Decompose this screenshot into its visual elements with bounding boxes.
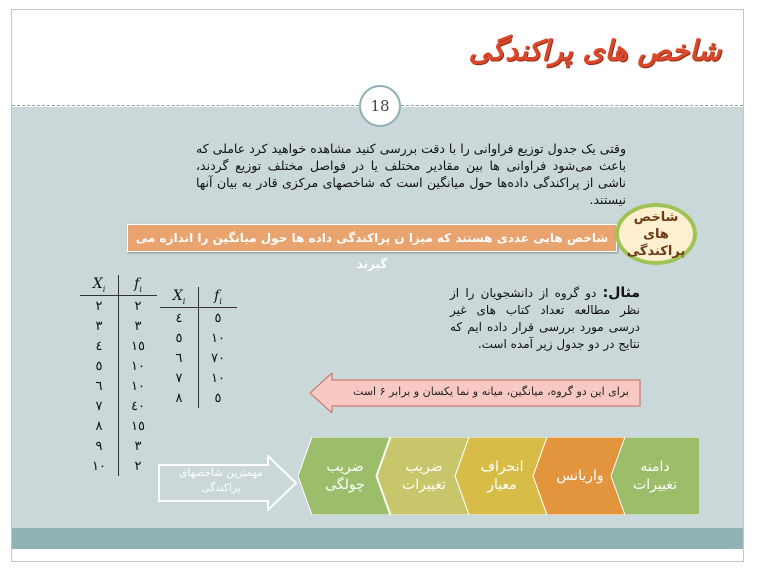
example-text: دو گروه از دانشجویان را از نظر مطالعه تعداد کتاب های غیر درسی مورد بررسی قرار داده ایم که نتایج در دو جدول زیر آمده است. bbox=[450, 286, 640, 351]
table1-header-f: $f_i$ bbox=[119, 275, 158, 296]
example-label: مثال: bbox=[602, 285, 640, 301]
table-row bbox=[80, 376, 157, 396]
table1-x-cell: ۲ bbox=[80, 296, 119, 317]
table-row bbox=[160, 328, 237, 348]
table-row bbox=[160, 368, 237, 388]
table-row bbox=[160, 308, 237, 329]
table2-x-cell: ٥ bbox=[160, 328, 199, 348]
table1-x-cell: ٤ bbox=[80, 336, 119, 356]
table1-f-cell: ۲ bbox=[134, 458, 142, 474]
table1-x-cell: ٥ bbox=[80, 356, 119, 376]
group1-table bbox=[80, 275, 157, 476]
table1-f-cell: ۳ bbox=[134, 318, 142, 334]
table2-x-cell: ۸ bbox=[160, 388, 199, 408]
table-row bbox=[160, 348, 237, 368]
measure-label: واریانس bbox=[556, 468, 604, 484]
footer-band bbox=[12, 528, 743, 549]
table1-f-cell: ۲ bbox=[134, 298, 142, 314]
measure-label: ضریب چولگی bbox=[325, 459, 365, 493]
table1-f-cell: ۱٥ bbox=[131, 338, 145, 354]
table1-x-cell: ۷ bbox=[80, 396, 119, 416]
measure-label: دامنه تغییرات bbox=[633, 459, 677, 493]
group2-table bbox=[160, 287, 237, 408]
example-paragraph bbox=[450, 285, 640, 353]
intro-paragraph: وقتی یک جدول توزیع فراوانی را با دقت بررسی کنید مشاهده خواهید کرد عاملی که باعث می‌شود فراوانی ها بین مقادیر مختلف یا در فواصل مختلف توزیع گردند، ناشی از پراکندگی داده‌ها حول میانگین است که شاخصهای مرکزی قادر به بیان آنها نیستند. bbox=[196, 141, 626, 207]
table1-f-cell: ۳ bbox=[134, 438, 142, 454]
table-row bbox=[80, 316, 157, 336]
table-row bbox=[80, 296, 157, 317]
table1-x-cell: ۳ bbox=[80, 316, 119, 336]
table2-f-cell: ٥ bbox=[214, 310, 222, 326]
table1-x-cell: ۹ bbox=[80, 436, 119, 456]
table1-x-cell: ٦ bbox=[80, 376, 119, 396]
table1-x-cell: ۸ bbox=[80, 416, 119, 436]
table1-f-cell: ۱٥ bbox=[131, 418, 145, 434]
table1-header-x: $X_i$ bbox=[80, 275, 119, 296]
definition-term: شاخص های پراکندگی bbox=[626, 209, 686, 259]
definition-term-circle bbox=[615, 203, 697, 265]
table2-x-cell: ۷ bbox=[160, 368, 199, 388]
table2-header-x: $X_i$ bbox=[160, 287, 199, 308]
table2-f-cell: ۷۰ bbox=[211, 350, 225, 366]
table2-x-cell: ٤ bbox=[160, 308, 199, 329]
table1-f-cell: ٤۰ bbox=[131, 398, 145, 414]
table-row bbox=[80, 436, 157, 456]
table2-f-cell: ۱۰ bbox=[211, 370, 225, 386]
table-row bbox=[160, 388, 237, 408]
table2-header-f: $f_i$ bbox=[199, 287, 238, 308]
page-number: 18 bbox=[359, 85, 401, 127]
table-row bbox=[80, 336, 157, 356]
table1-x-cell: ۱۰ bbox=[80, 456, 119, 476]
important-measures-label: مهمترین شاخصهای پراکندگی bbox=[179, 467, 263, 494]
note-arrow bbox=[310, 373, 642, 413]
measure-label: ضریب تغییرات bbox=[402, 459, 446, 493]
table2-f-cell: ۱۰ bbox=[211, 330, 225, 346]
table1-f-cell: ۱۰ bbox=[131, 378, 145, 394]
table1-f-cell: ۱۰ bbox=[131, 358, 145, 374]
table-row bbox=[80, 456, 157, 476]
table-row bbox=[80, 396, 157, 416]
definition-banner: شاخص هایی عددی هستند که میزا ن پراکندگی داده ها حول میانگین را اندازه می گیرند bbox=[127, 224, 617, 252]
table-row bbox=[80, 356, 157, 376]
slide-title: شاخص های پراکندگی bbox=[468, 34, 721, 67]
table-row bbox=[80, 416, 157, 436]
note-text: برای این دو گروه، میانگین، میانه و نما یکسان و برابر ۶ است bbox=[353, 385, 629, 398]
table2-f-cell: ٥ bbox=[214, 390, 222, 406]
table2-x-cell: ٦ bbox=[160, 348, 199, 368]
measure-label: انحراف معیار bbox=[480, 459, 524, 493]
